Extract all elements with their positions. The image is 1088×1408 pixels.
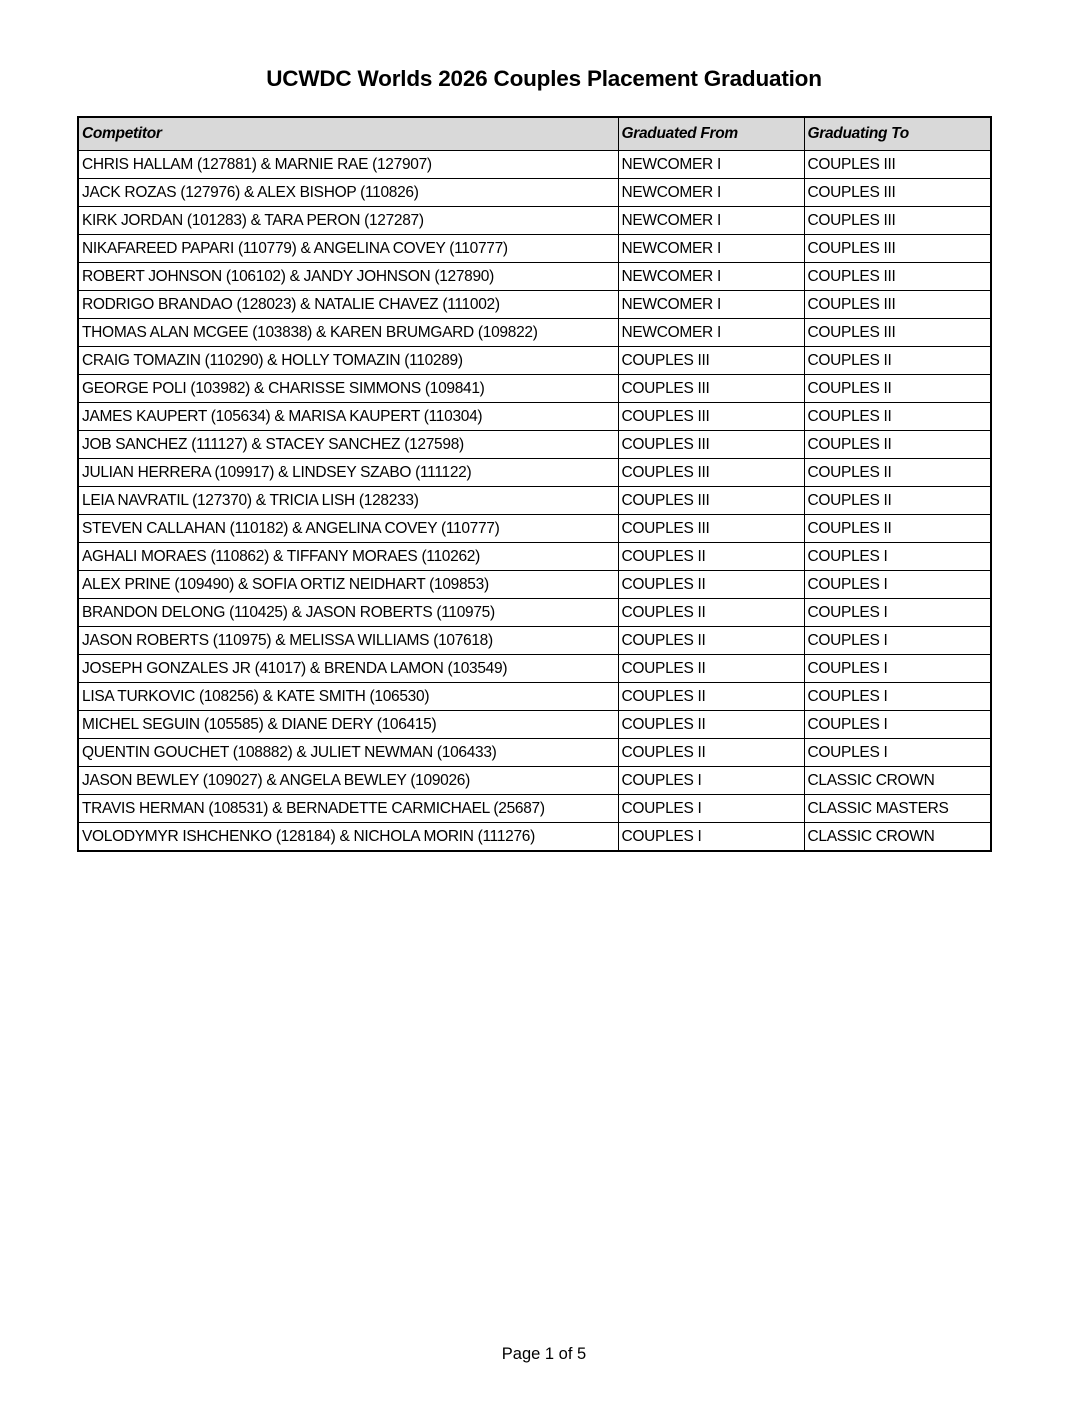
graduated-from-cell: NEWCOMER I xyxy=(618,207,804,235)
graduated-from-cell: COUPLES I xyxy=(618,795,804,823)
graduating-to-cell: COUPLES I xyxy=(804,683,991,711)
graduated-from-cell: NEWCOMER I xyxy=(618,179,804,207)
table-row xyxy=(78,599,991,627)
table-row xyxy=(78,683,991,711)
graduating-to-cell: CLASSIC MASTERS xyxy=(804,795,991,823)
competitor-cell: VOLODYMYR ISHCHENKO (128184) & NICHOLA MORIN (111276) xyxy=(78,823,618,852)
table-row xyxy=(78,711,991,739)
graduating-to-cell: COUPLES I xyxy=(804,711,991,739)
competitor-cell: GEORGE POLI (103982) & CHARISSE SIMMONS (109841) xyxy=(78,375,618,403)
table-row xyxy=(78,207,991,235)
graduated-from-cell: COUPLES III xyxy=(618,375,804,403)
table-row xyxy=(78,543,991,571)
graduated-from-cell: COUPLES III xyxy=(618,431,804,459)
graduating-to-cell: COUPLES I xyxy=(804,655,991,683)
graduating-to-cell: COUPLES II xyxy=(804,515,991,543)
competitor-cell: QUENTIN GOUCHET (108882) & JULIET NEWMAN (106433) xyxy=(78,739,618,767)
graduating-to-cell: COUPLES I xyxy=(804,571,991,599)
competitor-cell: CRAIG TOMAZIN (110290) & HOLLY TOMAZIN (110289) xyxy=(78,347,618,375)
graduated-from-cell: COUPLES II xyxy=(618,627,804,655)
graduating-to-cell: CLASSIC CROWN xyxy=(804,823,991,852)
graduating-to-cell: COUPLES III xyxy=(804,235,991,263)
graduating-to-cell: COUPLES II xyxy=(804,431,991,459)
graduated-from-cell: COUPLES I xyxy=(618,767,804,795)
competitor-cell: RODRIGO BRANDAO (128023) & NATALIE CHAVEZ (111002) xyxy=(78,291,618,319)
competitor-cell: ROBERT JOHNSON (106102) & JANDY JOHNSON (127890) xyxy=(78,263,618,291)
competitor-cell: NIKAFAREED PAPARI (110779) & ANGELINA COVEY (110777) xyxy=(78,235,618,263)
competitor-cell: LISA TURKOVIC (108256) & KATE SMITH (106530) xyxy=(78,683,618,711)
competitor-cell: KIRK JORDAN (101283) & TARA PERON (127287) xyxy=(78,207,618,235)
graduated-from-cell: COUPLES II xyxy=(618,683,804,711)
graduated-from-cell: NEWCOMER I xyxy=(618,263,804,291)
page-number: Page 1 of 5 xyxy=(501,1345,587,1363)
graduated-from-cell: COUPLES III xyxy=(618,347,804,375)
graduated-from-cell: COUPLES III xyxy=(618,459,804,487)
competitor-cell: STEVEN CALLAHAN (110182) & ANGELINA COVEY (110777) xyxy=(78,515,618,543)
graduated-from-cell: COUPLES III xyxy=(618,487,804,515)
table-row xyxy=(78,571,991,599)
graduating-to-cell: COUPLES I xyxy=(804,627,991,655)
table-row xyxy=(78,487,991,515)
competitor-cell: JACK ROZAS (127976) & ALEX BISHOP (110826) xyxy=(78,179,618,207)
table-row xyxy=(78,655,991,683)
competitor-cell: TRAVIS HERMAN (108531) & BERNADETTE CARMICHAEL (25687) xyxy=(78,795,618,823)
graduated-from-cell: COUPLES III xyxy=(618,515,804,543)
competitor-cell: BRANDON DELONG (110425) & JASON ROBERTS (110975) xyxy=(78,599,618,627)
graduating-to-cell: COUPLES III xyxy=(804,319,991,347)
graduating-to-cell: COUPLES III xyxy=(804,151,991,179)
table-body xyxy=(78,151,991,852)
competitor-cell: JASON BEWLEY (109027) & ANGELA BEWLEY (109026) xyxy=(78,767,618,795)
graduated-from-cell: NEWCOMER I xyxy=(618,151,804,179)
column-header-graduated-from: Graduated From xyxy=(618,117,804,151)
table-row xyxy=(78,515,991,543)
competitor-cell: CHRIS HALLAM (127881) & MARNIE RAE (127907) xyxy=(78,151,618,179)
page-title: UCWDC Worlds 2026 Couples Placement Graduation xyxy=(266,66,822,91)
competitor-cell: AGHALI MORAES (110862) & TIFFANY MORAES (110262) xyxy=(78,543,618,571)
graduated-from-cell: COUPLES II xyxy=(618,599,804,627)
graduating-to-cell: COUPLES II xyxy=(804,375,991,403)
graduating-to-cell: COUPLES II xyxy=(804,459,991,487)
table-row xyxy=(78,823,991,852)
graduating-to-cell: COUPLES I xyxy=(804,543,991,571)
competitor-cell: JAMES KAUPERT (105634) & MARISA KAUPERT (110304) xyxy=(78,403,618,431)
column-header-competitor: Competitor xyxy=(78,117,618,151)
graduating-to-cell: COUPLES III xyxy=(804,291,991,319)
graduated-from-cell: COUPLES II xyxy=(618,711,804,739)
graduating-to-cell: COUPLES II xyxy=(804,347,991,375)
competitor-cell: ALEX PRINE (109490) & SOFIA ORTIZ NEIDHART (109853) xyxy=(78,571,618,599)
table-row xyxy=(78,431,991,459)
graduated-from-cell: NEWCOMER I xyxy=(618,235,804,263)
table-row xyxy=(78,403,991,431)
graduating-to-cell: COUPLES II xyxy=(804,487,991,515)
competitor-cell: MICHEL SEGUIN (105585) & DIANE DERY (106415) xyxy=(78,711,618,739)
graduated-from-cell: COUPLES II xyxy=(618,655,804,683)
table-row xyxy=(78,319,991,347)
table-header-row xyxy=(78,117,991,151)
graduating-to-cell: COUPLES III xyxy=(804,263,991,291)
table-row xyxy=(78,263,991,291)
graduated-from-cell: COUPLES I xyxy=(618,823,804,852)
table-row xyxy=(78,739,991,767)
graduated-from-cell: COUPLES III xyxy=(618,403,804,431)
competitor-cell: JULIAN HERRERA (109917) & LINDSEY SZABO (111122) xyxy=(78,459,618,487)
competitor-cell: JOSEPH GONZALES JR (41017) & BRENDA LAMON (103549) xyxy=(78,655,618,683)
table-row xyxy=(78,151,991,179)
table-row xyxy=(78,795,991,823)
column-header-graduating-to: Graduating To xyxy=(804,117,991,151)
table-row xyxy=(78,767,991,795)
table-row xyxy=(78,235,991,263)
competitor-cell: THOMAS ALAN MCGEE (103838) & KAREN BRUMGARD (109822) xyxy=(78,319,618,347)
graduated-from-cell: NEWCOMER I xyxy=(618,319,804,347)
competitor-cell: JOB SANCHEZ (111127) & STACEY SANCHEZ (127598) xyxy=(78,431,618,459)
graduating-to-cell: COUPLES I xyxy=(804,599,991,627)
graduating-to-cell: CLASSIC CROWN xyxy=(804,767,991,795)
competitor-cell: LEIA NAVRATIL (127370) & TRICIA LISH (128233) xyxy=(78,487,618,515)
competitor-cell: JASON ROBERTS (110975) & MELISSA WILLIAMS (107618) xyxy=(78,627,618,655)
graduated-from-cell: NEWCOMER I xyxy=(618,291,804,319)
table-row xyxy=(78,291,991,319)
table-row xyxy=(78,627,991,655)
graduated-from-cell: COUPLES II xyxy=(618,571,804,599)
graduating-to-cell: COUPLES II xyxy=(804,403,991,431)
table-row xyxy=(78,347,991,375)
graduating-to-cell: COUPLES I xyxy=(804,739,991,767)
graduated-from-cell: COUPLES II xyxy=(618,739,804,767)
graduating-to-cell: COUPLES III xyxy=(804,207,991,235)
graduated-from-cell: COUPLES II xyxy=(618,543,804,571)
graduation-table xyxy=(77,116,992,852)
table-row xyxy=(78,179,991,207)
table-row xyxy=(78,459,991,487)
graduating-to-cell: COUPLES III xyxy=(804,179,991,207)
table-row xyxy=(78,375,991,403)
